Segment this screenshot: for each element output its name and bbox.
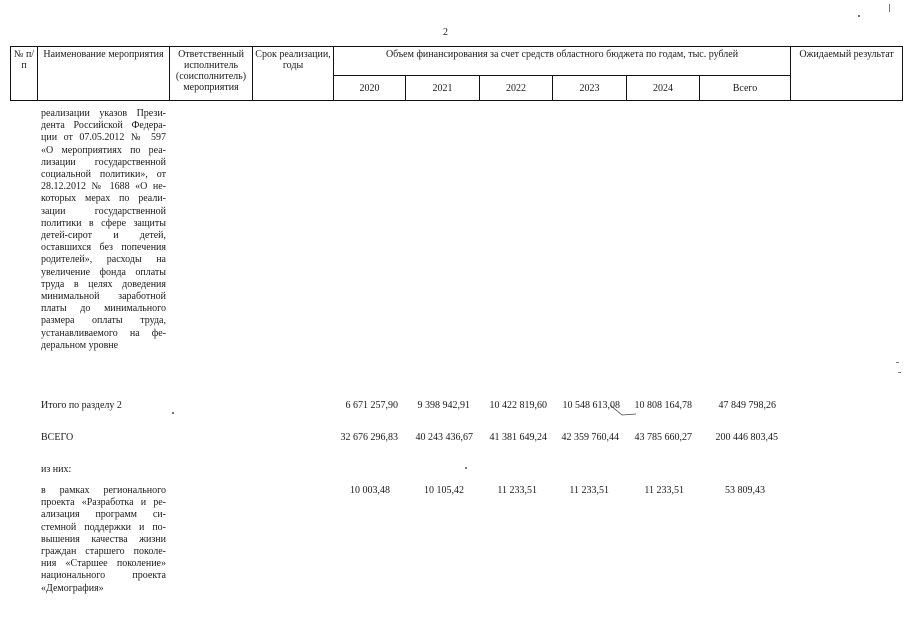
description-line: социальной политики», от [41, 169, 166, 181]
regional-2021: 10 105,42 [424, 485, 464, 496]
of-which-label: из них: [41, 464, 72, 475]
regional-line: ния «Старшее поколение» [41, 558, 166, 570]
scan-speck [858, 15, 860, 17]
regional-2024: 11 233,51 [644, 485, 684, 496]
regional-line: вышения качества жизни [41, 533, 166, 545]
description-line: платы до минимального [41, 303, 166, 315]
regional-line: «Демография» [41, 582, 104, 594]
section-total-2020: 6 671 257,90 [345, 400, 398, 411]
description-line: политики в сфере защиты [41, 217, 166, 229]
grand-total-2024: 43 785 660,27 [634, 432, 692, 443]
grand-total-2021: 40 243 436,67 [415, 432, 473, 443]
grand-total-2023: 42 359 760,44 [561, 432, 619, 443]
header-name: Наименование мероприятия [38, 47, 170, 101]
regional-line: национального проекта [41, 570, 166, 582]
measure-description [41, 108, 166, 352]
regional-2023: 11 233,51 [569, 485, 609, 496]
grand-total-2022: 41 381 649,24 [489, 432, 547, 443]
regional-line: проекта «Разработка и ре- [41, 497, 166, 509]
section-total-2021: 9 398 942,91 [417, 400, 470, 411]
regional-line: в рамках регионального [41, 485, 166, 496]
header-no: № п/п [11, 47, 38, 101]
header-period: Срок реализации, годы [253, 47, 334, 101]
regional-2022: 11 233,51 [497, 485, 537, 496]
header-funding: Объем финансирования за счет средств областного бюджета по годам, тыс. рублей [334, 47, 791, 76]
description-line: увеличение фонда оплаты [41, 266, 166, 278]
description-line: дента Российской Федера- [41, 120, 166, 132]
description-line: лизации государственной [41, 156, 166, 168]
grand-total-2020: 32 676 296,83 [340, 432, 398, 443]
header-executor: Ответственный исполнитель (соисполнитель) мероприятия [170, 47, 253, 101]
pen-mark [608, 403, 638, 421]
grand-total-all: 200 446 803,45 [715, 432, 778, 443]
header-result: Ожидаемый результат [791, 47, 903, 101]
description-line: которых мерах по реали- [41, 193, 166, 205]
description-line: размера оплаты труда, [41, 315, 166, 327]
description-line: деральном уровне [41, 339, 119, 351]
grand-total-label: ВСЕГО [41, 432, 74, 443]
header-year-2020: 2020 [334, 76, 406, 101]
scan-speck [465, 467, 467, 469]
regional-line: стемной поддержки и по- [41, 521, 166, 533]
description-line: труда в целях доведения [41, 278, 166, 290]
description-line: детей-сирот и детей, [41, 230, 166, 242]
description-line: устанавливаемого на фе- [41, 327, 166, 339]
scan-speck [889, 4, 890, 12]
section-total-2023: 10 548 613,08 [562, 400, 620, 411]
description-line: оставшихся без попечения [41, 242, 166, 254]
description-line: «О мероприятиях по реа- [41, 144, 166, 156]
description-line: ции от 07.05.2012 № 597 [41, 132, 166, 144]
description-line: реализации указов Прези- [41, 108, 166, 119]
regional-2020: 10 003,48 [350, 485, 390, 496]
description-line: 28.12.2012 № 1688 «О не- [41, 181, 166, 193]
regional-project-description [41, 485, 166, 595]
header-year-2023: 2023 [553, 76, 627, 101]
regional-line: граждан старшего поколе- [41, 546, 166, 558]
regional-line: ализация программ си- [41, 509, 166, 521]
header-year-2024: 2024 [627, 76, 700, 101]
description-line: минимальной заработной [41, 291, 166, 303]
header-year-total: Всего [700, 76, 791, 101]
page-number: 2 [443, 27, 448, 38]
scan-speck [898, 372, 901, 373]
section-total-label: Итого по разделу 2 [41, 400, 122, 411]
header-table [10, 46, 903, 101]
description-line: родителей», расходы на [41, 254, 166, 266]
section-total-all: 47 849 798,26 [718, 400, 776, 411]
scan-speck [896, 362, 899, 363]
section-total-2024: 10 808 164,78 [634, 400, 692, 411]
header-year-2022: 2022 [480, 76, 553, 101]
header-year-2021: 2021 [406, 76, 480, 101]
section-total-2022: 10 422 819,60 [489, 400, 547, 411]
scan-speck [172, 412, 174, 414]
regional-all: 53 809,43 [725, 485, 765, 496]
description-line: зации государственной [41, 205, 166, 217]
